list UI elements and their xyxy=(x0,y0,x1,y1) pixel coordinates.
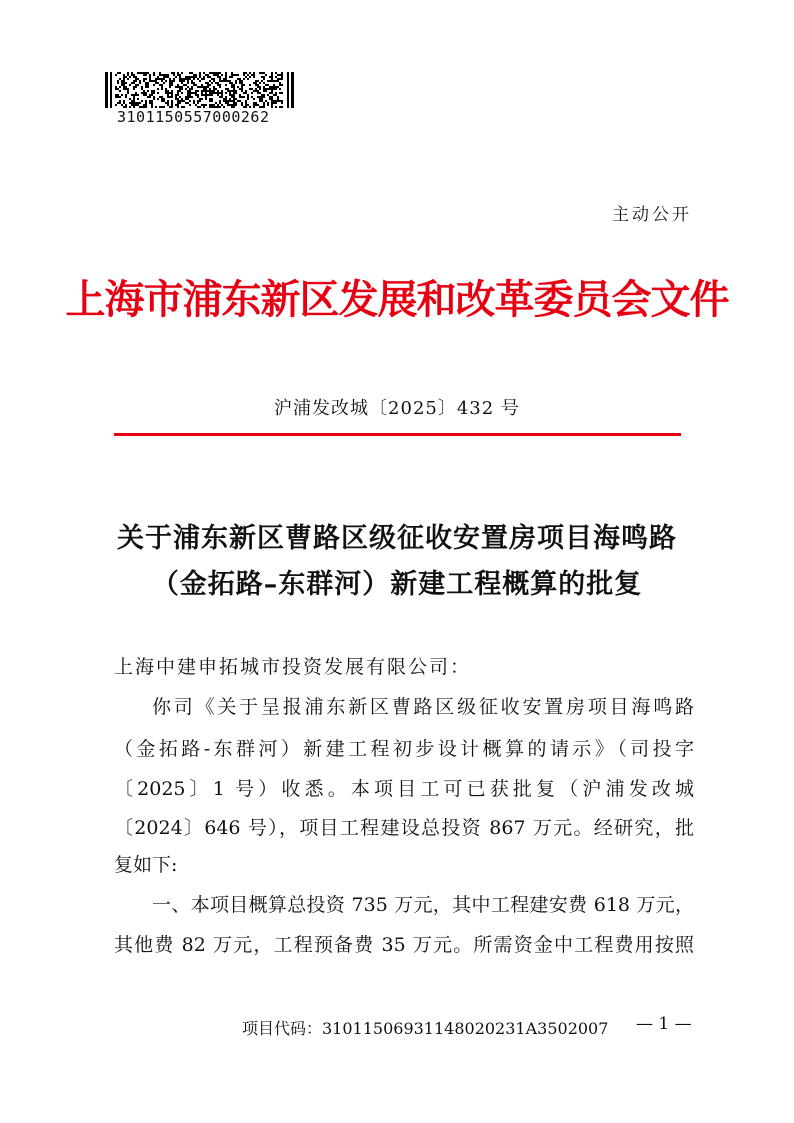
body-line-4: 〔2024〕646 号），项目工程建设总投资 867 万元。经研究，批 xyxy=(114,817,694,839)
issuer-heading: 上海市浦东新区发展和改革委员会文件 xyxy=(65,276,729,323)
body-line-5: 复如下: xyxy=(114,854,178,876)
document-number: 沪浦发改城〔2025〕432 号 xyxy=(274,398,520,419)
barcode-number: 3101150557000262 xyxy=(117,108,270,126)
body-line-1: 你司《关于呈报浦东新区曹路区级征收安置房项目海鸣路 xyxy=(152,696,694,718)
disclosure-label: 主动公开 xyxy=(612,205,692,225)
page-number: — 1 — xyxy=(636,1014,692,1034)
document-title-line-1: 关于浦东新区曹路区级征收安置房项目海鸣路 xyxy=(117,523,677,554)
project-code: 项目代码：31011506931148020231A3502007 xyxy=(242,1019,609,1038)
barcode-image xyxy=(105,72,295,108)
red-divider-line xyxy=(114,433,681,436)
body-line-2: （金拓路-东群河）新建工程初步设计概算的请示》（司投字 xyxy=(114,738,694,760)
body-line-3: 〔2025〕1 号）收悉。本项目工可已获批复（沪浦发改城 xyxy=(114,778,694,800)
body-line-7: 其他费 82 万元，工程预备费 35 万元。所需资金中工程费用按照 xyxy=(114,934,694,956)
body-line-6: 一、本项目概算总投资 735 万元，其中工程建安费 618 万元， xyxy=(152,894,694,916)
document-title-line-2: （金拓路–东群河）新建工程概算的批复 xyxy=(151,569,643,600)
addressee: 上海中建申拓城市投资发展有限公司： xyxy=(114,656,472,678)
